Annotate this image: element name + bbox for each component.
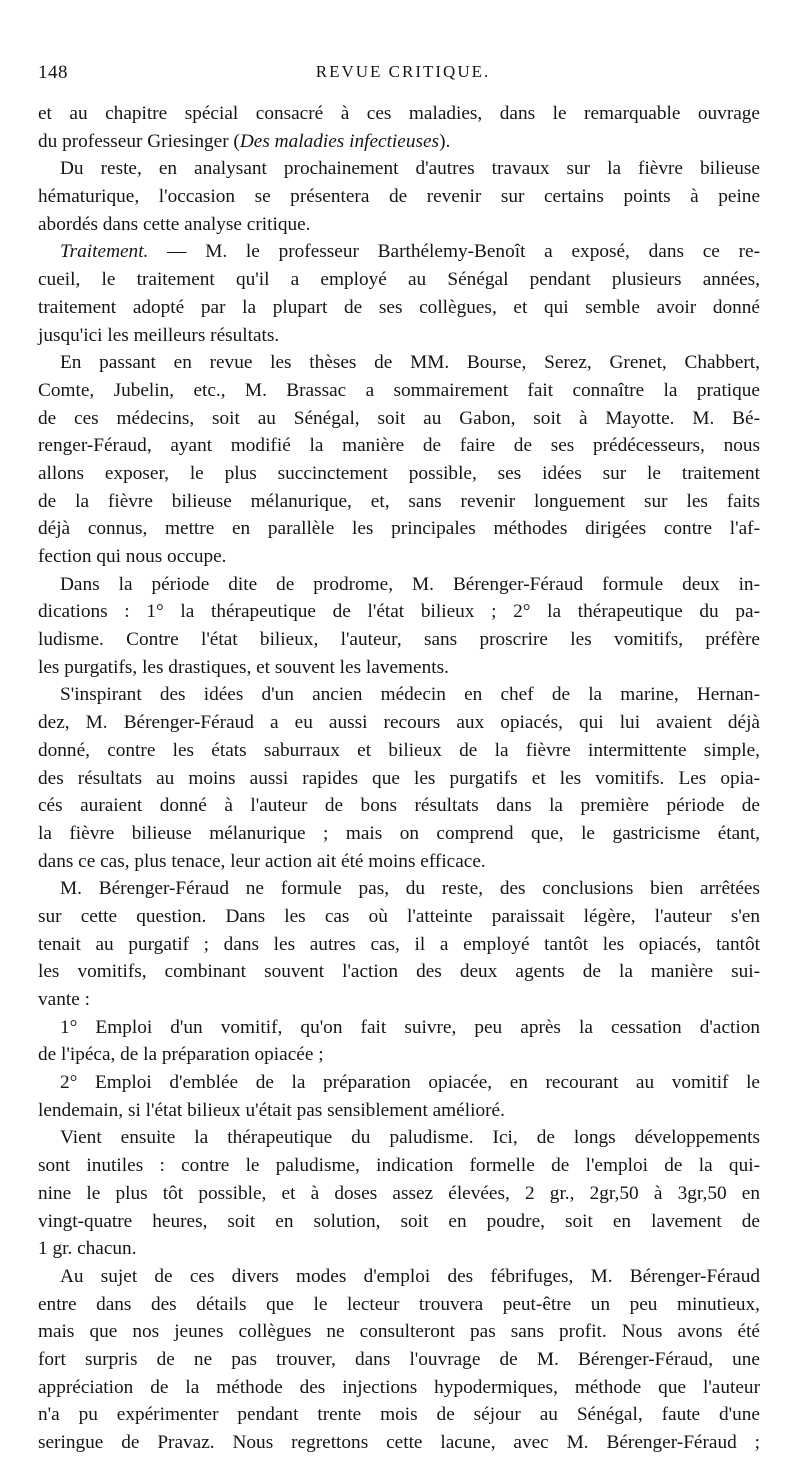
text-line: dez, M. Bérenger-Féraud a eu aussi recours aux opiacés, qui lui avaient déjà [38,712,760,734]
page-number: 148 [38,62,68,83]
text-line: vingt-quatre heures, soit en solution, soit en poudre, soit en lavement de [38,1210,760,1232]
body-text [38,100,760,1457]
text-line: mais que nos jeunes collègues ne consulteront pas sans profit. Nous avons été [38,1321,760,1343]
text-line: cés auraient donné à l'auteur de bons résultats dans la première période de [38,795,760,817]
text-line: lendemain, si l'état bilieux u'était pas sensiblement amélioré. [38,1099,505,1121]
text-segment: du professeur Griesinger ( [38,130,240,152]
text-line: nine le plus tôt possible, et à doses assez élevées, 2 gr., 2gr,50 à 3gr,50 en [38,1182,760,1204]
italic-text: Des maladies infectieuses [239,130,440,152]
text-segment: — M. le professeur Barthélemy-Benoît a exposé, dans ce re- [148,241,760,263]
text-line: Vient ensuite la thérapeutique du paludisme. Ici, de longs développements [60,1127,760,1149]
text-line: de ces médecins, soit au Sénégal, soit au Gabon, soit à Mayotte. M. Bé- [38,407,760,429]
text-line: dications : 1° la thérapeutique de l'état bilieux ; 2° la thérapeutique du pa- [38,601,760,623]
text-line: 1 gr. chacun. [38,1238,137,1260]
text-line: Du reste, en analysant prochainement d'autres travaux sur la fièvre bilieuse [60,158,760,180]
text-line: sur cette question. Dans les cas où l'atteinte paraissait légère, l'auteur s'en [38,905,760,927]
text-line: fort surpris de ne pas trouver, dans l'ouvrage de M. Bérenger-Féraud, une [38,1348,760,1370]
text-line: En passant en revue les thèses de MM. Bourse, Serez, Grenet, Chabbert, [60,352,760,374]
italic-text: Traitement. [60,241,149,263]
text-line: entre dans des détails que le lecteur trouvera peut-être un peu minutieux, [38,1293,760,1315]
text-line: les vomitifs, combinant souvent l'action des deux agents de la manière sui- [38,961,760,983]
text-line: S'inspirant des idées d'un ancien médecin en chef de la marine, Hernan- [60,684,760,706]
text-segment: ). [439,130,451,152]
text-line: appréciation de la méthode des injections hypodermiques, méthode que l'auteur [38,1376,760,1398]
text-line: dans ce cas, plus tenace, leur action ait été moins efficace. [38,850,486,872]
text-line: 2° Emploi d'emblée de la préparation opiacée, en recourant au vomitif le [60,1072,760,1094]
text-line [38,238,760,266]
text-line: 1° Emploi d'un vomitif, qu'on fait suivre, peu après la cessation d'action [60,1016,760,1038]
text-line: n'a pu expérimenter pendant trente mois de séjour au Sénégal, faute d'une [38,1404,760,1426]
text-line: seringue de Pravaz. Nous regrettons cette lacune, avec M. Bérenger-Féraud ; [38,1432,760,1453]
running-title: REVUE CRITIQUE. [315,62,491,81]
text-line: la fièvre bilieuse mélanurique ; mais on comprend que, le gastricisme étant, [38,822,760,844]
text-line: allons exposer, le plus succinctement possible, ses idées sur le traitement [38,462,760,484]
text-line: donné, contre les états saburraux et bilieux de la fièvre intermittente simple, [38,739,760,761]
text-line: ludisme. Contre l'état bilieux, l'auteur, sans proscrire les vomitifs, préfère [38,629,760,651]
text-line: les purgatifs, les drastiques, et souvent les lavements. [38,656,449,678]
text-line: de l'ipéca, de la préparation opiacée ; [38,1044,324,1066]
text-line: abordés dans cette analyse critique. [38,213,311,235]
text-line: jusqu'ici les meilleurs résultats. [38,324,280,346]
text-line: traitement adopté par la plupart de ses collègues, et qui semble avoir donné [38,296,760,318]
text-line: et au chapitre spécial consacré à ces maladies, dans le remarquable ouvrage [38,103,760,124]
text-line: M. Bérenger-Féraud ne formule pas, du reste, des conclusions bien arrêtées [60,878,760,900]
text-line: tenait au purgatif ; dans les autres cas, il a employé tantôt les opiacés, tantôt [38,933,760,955]
text-line: déjà connus, mettre en parallèle les principales méthodes dirigées contre l'af- [38,518,760,540]
text-line: hématurique, l'occasion se présentera de revenir sur certains points à peine [38,186,760,208]
text-line: cueil, le traitement qu'il a employé au Sénégal pendant plusieurs années, [38,269,760,291]
text-line: vante : [38,989,90,1010]
page-header [38,62,768,92]
text-line: Au sujet de ces divers modes d'emploi des fébrifuges, M. Bérenger-Féraud [60,1265,760,1287]
text-line: Comte, Jubelin, etc., M. Brassac a sommairement fait connaître la pratique [38,379,760,401]
text-line: de la fièvre bilieuse mélanurique, et, sans revenir longuement sur les faits [38,490,760,512]
text-line: des résultats au moins aussi rapides que les purgatifs et les vomitifs. Les opia- [38,767,760,789]
text-line: renger-Féraud, ayant modifié la manière de faire de ses prédécesseurs, nous [38,435,760,457]
text-line [38,128,760,156]
text-line: fection qui nous occupe. [38,546,227,567]
text-line: Dans la période dite de prodrome, M. Bérenger-Féraud formule deux in- [60,573,760,595]
text-line: sont inutiles : contre le paludisme, indication formelle de l'emploi de la qui- [38,1155,760,1177]
